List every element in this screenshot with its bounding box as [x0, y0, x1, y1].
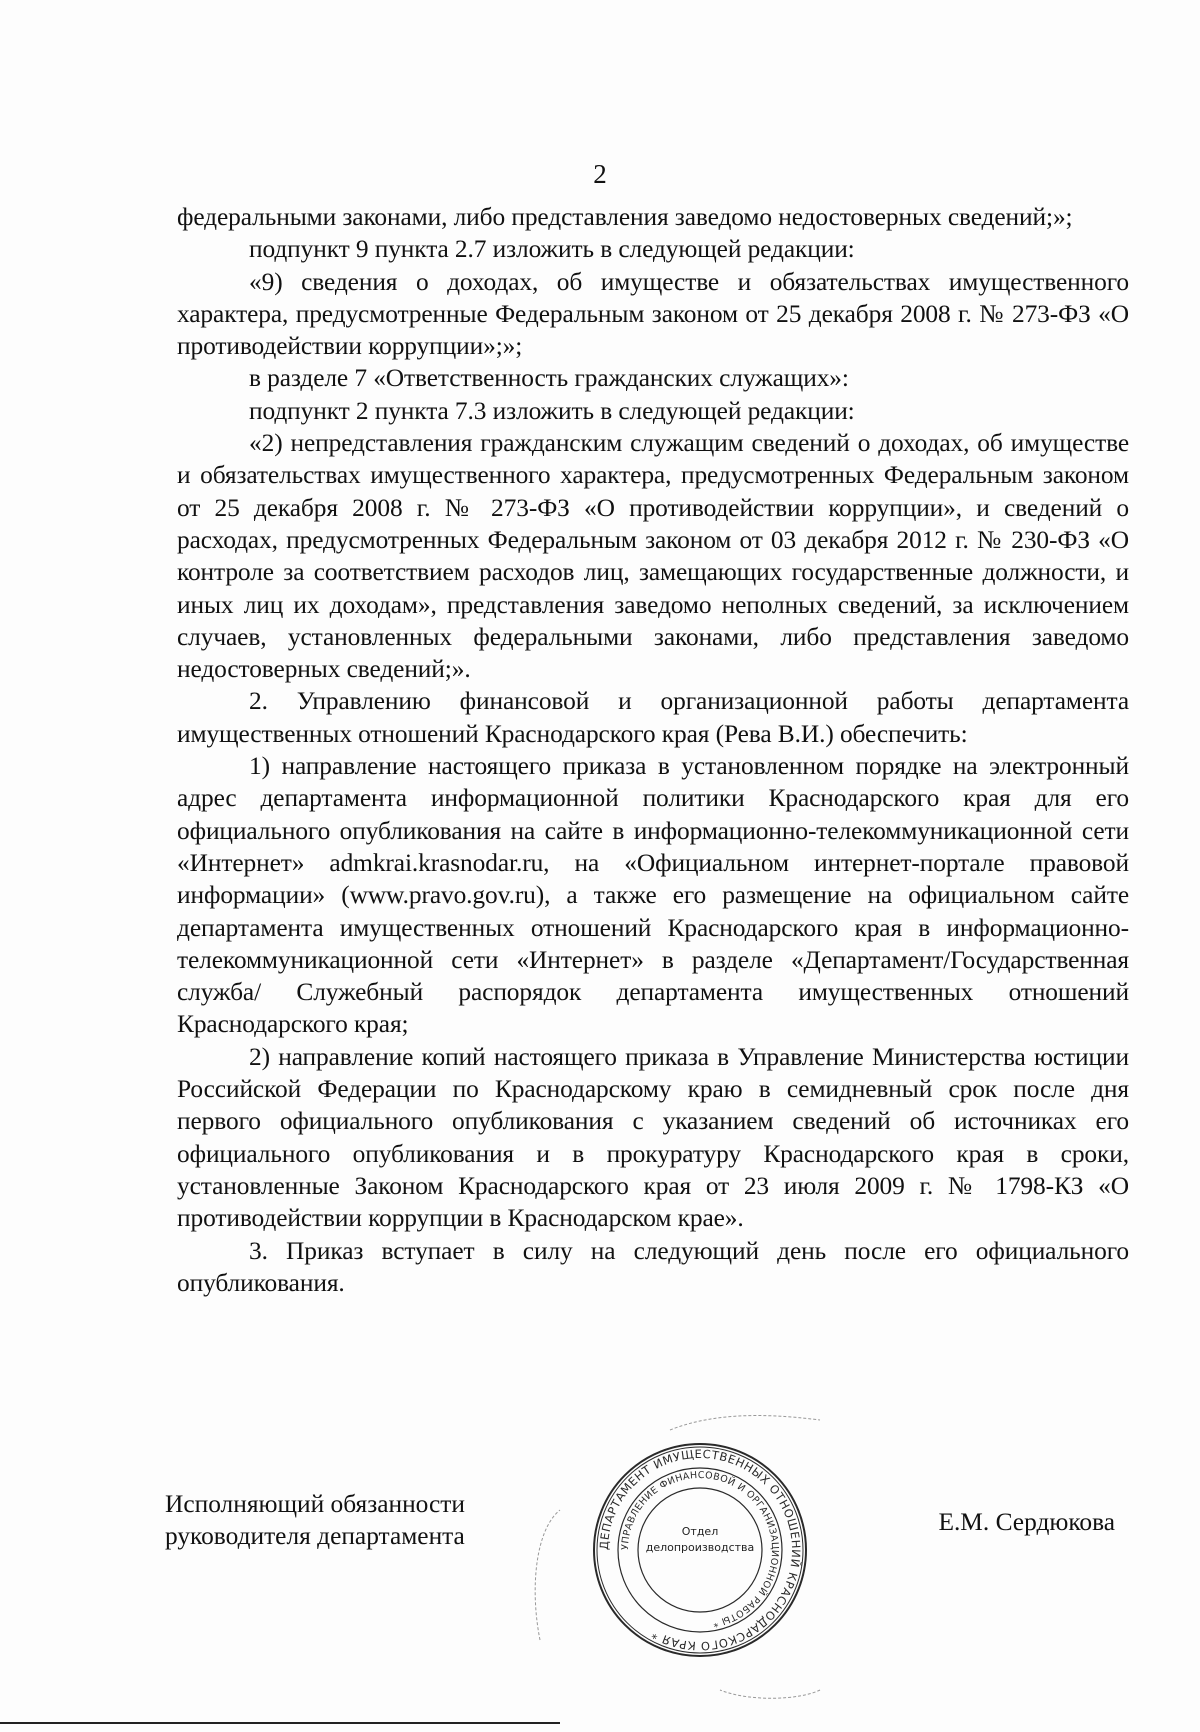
paragraph: подпункт 9 пункта 2.7 изложить в следующей редакции:: [249, 235, 855, 264]
paragraph: подпункт 2 пункта 7.3 изложить в следующей редакции:: [249, 396, 855, 425]
signatory-name: Е.М. Сердюкова: [938, 1508, 1115, 1536]
document-body: [177, 201, 1129, 1299]
seal-center-line-1: Отдел: [681, 1525, 719, 1538]
page-number: 2: [593, 159, 607, 189]
signatory-position-line-1: Исполняющий обязанности: [165, 1490, 465, 1518]
paragraph: 2. Управлению финансовой и организационной работы департамента имущественных отношений Краснодарского края (Рева В.И.) обеспечить:: [177, 687, 1129, 748]
seal-center-line-2: делопроизводства: [645, 1541, 755, 1554]
signatory-position: [165, 1488, 465, 1552]
paragraph: в разделе 7 «Ответственность гражданских служащих»:: [249, 364, 849, 393]
paragraph: «9) сведения о доходах, об имуществе и обязательствах имущественного характера, предусмотренные Федеральным законом от 25 декабря 2008 г. № 273-ФЗ «О противодействии коррупции»;»;: [177, 267, 1129, 361]
seal-inner-text: УПРАВЛЕНИЕ ФИНАНСОВОЙ И ОРГАНИЗАЦИОННОЙ РАБОТЫ *: [619, 1469, 781, 1629]
paragraph: 3. Приказ вступает в силу на следующий день после его официального опубликования.: [177, 1236, 1129, 1297]
seal-outer-text: ДЕПАРТАМЕНТ ИМУЩЕСТВЕННЫХ ОТНОШЕНИЙ КРАСНОДАРСКОГО КРАЯ *: [596, 1446, 804, 1654]
official-seal: [590, 1440, 810, 1660]
paragraph: «2) непредставления гражданским служащим сведений о доходах, об имуществе и обязательствах имущественного характера, предусмотренных Федеральным законом от 25 декабря 2008 г. № 273-ФЗ «О противодействии коррупции», и сведений о расходах, предусмотренных Федеральным законом от 03 декабря 2012 г. № 230-ФЗ «О контроле за соответствием расходов лиц, замещающих государственные должности, и иных лиц их доходам», представления заведомо неполных сведений, за исключением случаев, установленных федеральными законами, либо представления заведомо недостоверных сведений;».: [177, 429, 1129, 684]
paragraph: 2) направление копий настоящего приказа в Управление Министерства юстиции Российской Федерации по Краснодарскому краю в семидневный срок после дня первого официального опубликования с указанием сведений об источниках его официального опубликования и в прокуратуру Краснодарского края в сроки, установленные Законом Краснодарского края от 23 июля 2009 г. № 1798-КЗ «О противодействии коррупции в Краснодарском крае».: [177, 1042, 1129, 1233]
signatory-position-line-2: руководителя департамента: [165, 1522, 465, 1550]
paragraph: 1) направление настоящего приказа в установленном порядке на электронный адрес департамента информационной политики Краснодарского края для его официального опубликования на сайте в информационно-телекоммуникационной сети «Интернет» admkrai.krasnodar.ru, на «Официальном интернет-портале правовой информации» (www.pravo.gov.ru), а также его размещение на официальном сайте департамента имущественных отношений Краснодарского края в информационно-телекоммуникационной сети «Интернет» в разделе «Департамент/Государственная служба/ Служебный распорядок департамента имущественных отношений Краснодарского края;: [177, 752, 1129, 1039]
seal-center: [637, 1524, 763, 1556]
bottom-scan-edge: [0, 1722, 560, 1724]
paragraph: федеральными законами, либо представления заведомо недостоверных сведений;»;: [177, 203, 1073, 231]
